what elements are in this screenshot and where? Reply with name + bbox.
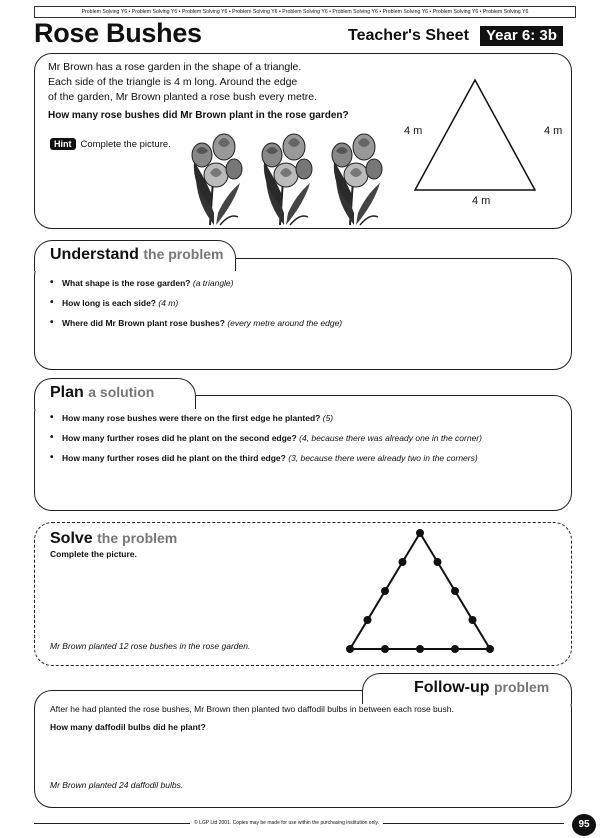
rose-bush-dot bbox=[434, 558, 442, 566]
side-label-left: 4 m bbox=[404, 125, 423, 137]
sheet-label: Teacher's Sheet bbox=[348, 27, 469, 44]
plan-list bbox=[50, 413, 565, 473]
intro-line-3: of the garden, Mr Brown planted a rose bush every metre. bbox=[48, 91, 318, 103]
followup-text: After he had planted the rose bushes, Mr Brown then planted two daffodil bulbs in between each rose bush. bbox=[50, 704, 454, 714]
followup-title bbox=[414, 679, 549, 697]
page-number: 95 bbox=[572, 814, 596, 836]
plan-item: • How many further roses did he plant on the second edge? (4, because there was already one in the corner) bbox=[50, 433, 565, 443]
understand-item: • Where did Mr Brown plant rose bushes? (every metre around the edge) bbox=[50, 318, 560, 328]
understand-item: • What shape is the rose garden? (a triangle) bbox=[50, 278, 560, 288]
rose-illustrations bbox=[190, 125, 400, 227]
rose-icon bbox=[332, 134, 382, 225]
understand-list bbox=[50, 278, 560, 338]
rose-bush-dot bbox=[399, 558, 407, 566]
plan-item: • How many further roses did he plant on the third edge? (3, because there were already two in the corners) bbox=[50, 453, 565, 463]
rose-bush-dot bbox=[416, 645, 424, 653]
followup-title-bold: Follow-up bbox=[414, 679, 490, 696]
intro-line-2: Each side of the triangle is 4 m long. Around the edge bbox=[48, 76, 298, 88]
rose-bush-dot bbox=[451, 645, 459, 653]
understand-title-bold: Understand bbox=[50, 246, 139, 263]
rose-bush-dot bbox=[381, 587, 389, 595]
plan-item: • How many rose bushes were there on the first edge he planted? (5) bbox=[50, 413, 565, 423]
rose-bush-dot bbox=[486, 645, 494, 653]
solved-triangle bbox=[340, 525, 500, 657]
side-label-right: 4 m bbox=[544, 125, 563, 137]
understand-item: • How long is each side? (4 m) bbox=[50, 298, 560, 308]
year-badge: Year 6: 3b bbox=[480, 26, 563, 46]
plan-title-bold: Plan bbox=[50, 384, 84, 401]
hint-badge: Hint bbox=[50, 138, 76, 150]
rose-bush-dot bbox=[451, 587, 459, 595]
side-label-bottom: 4 m bbox=[472, 195, 491, 207]
solve-title-bold: Solve bbox=[50, 530, 93, 547]
rose-bush-dot bbox=[469, 616, 477, 624]
plan-title-light: a solution bbox=[88, 384, 155, 400]
solve-title-light: the problem bbox=[97, 530, 178, 546]
hint-row bbox=[50, 138, 171, 150]
followup-question: How many daffodil bulbs did he plant? bbox=[50, 722, 206, 732]
rose-bush-dot bbox=[346, 645, 354, 653]
rose-bush-dot bbox=[364, 616, 372, 624]
page-title: Rose Bushes bbox=[34, 18, 202, 48]
solve-answer: Mr Brown planted 12 rose bushes in the rose garden. bbox=[50, 641, 251, 651]
rose-bush-dot bbox=[416, 529, 424, 537]
followup-title-light: problem bbox=[493, 679, 550, 695]
triangle-diagram bbox=[410, 75, 540, 195]
footer-text: © LGP Ltd 2001. Copies may be made for use within the purchasing institution only. bbox=[190, 820, 383, 826]
intro-line-1: Mr Brown has a rose garden in the shape of a triangle. bbox=[48, 61, 302, 73]
header-strip: Problem Solving Y6 • Problem Solving Y6 • Problem Solving Y6 • Problem Solving Y6 • Problem Solving Y6 • Problem Solving Y6 • Problem Solving Y6 • Problem Solving Y6 • Problem Solving Y6 bbox=[34, 6, 576, 18]
plan-title bbox=[50, 384, 154, 402]
followup-answer: Mr Brown planted 24 daffodil bulbs. bbox=[50, 780, 184, 790]
solve-instruction: Complete the picture. bbox=[50, 549, 137, 559]
solve-title bbox=[50, 530, 177, 548]
intro-text bbox=[48, 60, 317, 105]
hint-text: Complete the picture. bbox=[80, 138, 171, 150]
understand-title-light: the problem bbox=[143, 246, 224, 262]
rose-icon bbox=[192, 134, 242, 225]
understand-title bbox=[50, 246, 223, 264]
intro-question: How many rose bushes did Mr Brown plant in the rose garden? bbox=[48, 110, 349, 121]
rose-icon bbox=[262, 134, 312, 225]
rose-bush-dot bbox=[381, 645, 389, 653]
